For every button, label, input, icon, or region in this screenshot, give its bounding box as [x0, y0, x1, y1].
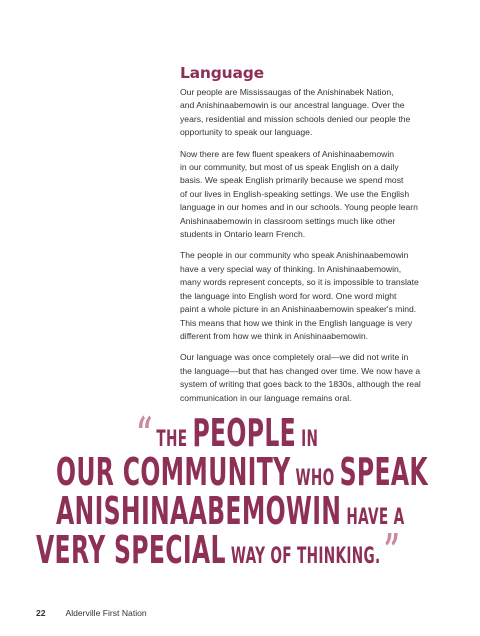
text-line: years, residential and mission schools denied our people the [180, 113, 411, 124]
pull-quote-line-4: VERY SPECIAL WAY OF THINKING.” [36, 525, 400, 576]
text-line: the language—but that has changed over time. We now have a [180, 365, 421, 376]
paragraph-1 [180, 86, 440, 140]
pull-quote-line-3: ANISHINAABEMOWIN HAVE A [56, 489, 405, 533]
text-line: language in our homes and in our schools. Young people learn [180, 202, 418, 213]
text-line: Our language was once completely oral—we did not write in [180, 352, 409, 363]
page-footer [36, 608, 147, 618]
text-line: different from how we think in Anishinaabemowin. [180, 330, 369, 341]
paragraph-2 [180, 148, 440, 242]
open-quote-icon: “ [137, 408, 153, 459]
text-line: This means that how we think in the English language is very [180, 317, 413, 328]
text-line: communication in our language remains oral. [180, 392, 352, 403]
text-line: have a very special way of thinking. In Anishinaabemowin, [180, 263, 402, 274]
paragraph-4 [180, 351, 440, 405]
paragraph-3 [180, 249, 440, 343]
section-heading: Language [180, 64, 264, 82]
pull-quote-line-1: “ THE PEOPLE IN [137, 408, 319, 459]
text-line: the language into English word for word. One word might [180, 290, 397, 301]
text-line: paint a whole picture in an Anishinaabemowin speaker's mind. [180, 304, 417, 315]
article-body [180, 64, 440, 413]
text-line: and Anishinaabemowin is our ancestral language. Over the [180, 100, 405, 111]
text-line: Now there are few fluent speakers of Anishinaabemowin [180, 148, 395, 159]
close-quote-icon: ” [384, 525, 400, 576]
text-line: students in Ontario learn French. [180, 229, 306, 240]
text-line: opportunity to speak our language. [180, 127, 313, 138]
text-line: system of writing that goes back to the 1830s, although the real [180, 379, 421, 390]
page-number: 22 [36, 608, 46, 618]
text-line: basis. We speak English primarily because we spend most [180, 175, 404, 186]
text-line: The people in our community who speak Anishinaabemowin [180, 250, 409, 261]
pull-quote-line-2: OUR COMMUNITY WHO SPEAK [56, 450, 428, 494]
text-line: in our community, but most of us speak English on a daily [180, 162, 399, 173]
text-line: Our people are Mississaugas of the Anishinabek Nation, [180, 87, 394, 97]
text-line: of our lives in English-speaking settings. We use the English [180, 188, 410, 199]
text-line: many words represent concepts, so it is impossible to translate [180, 277, 419, 288]
publication-name: Alderville First Nation [65, 608, 147, 618]
text-line: Anishinaabemowin in classroom settings much like other [180, 215, 396, 226]
